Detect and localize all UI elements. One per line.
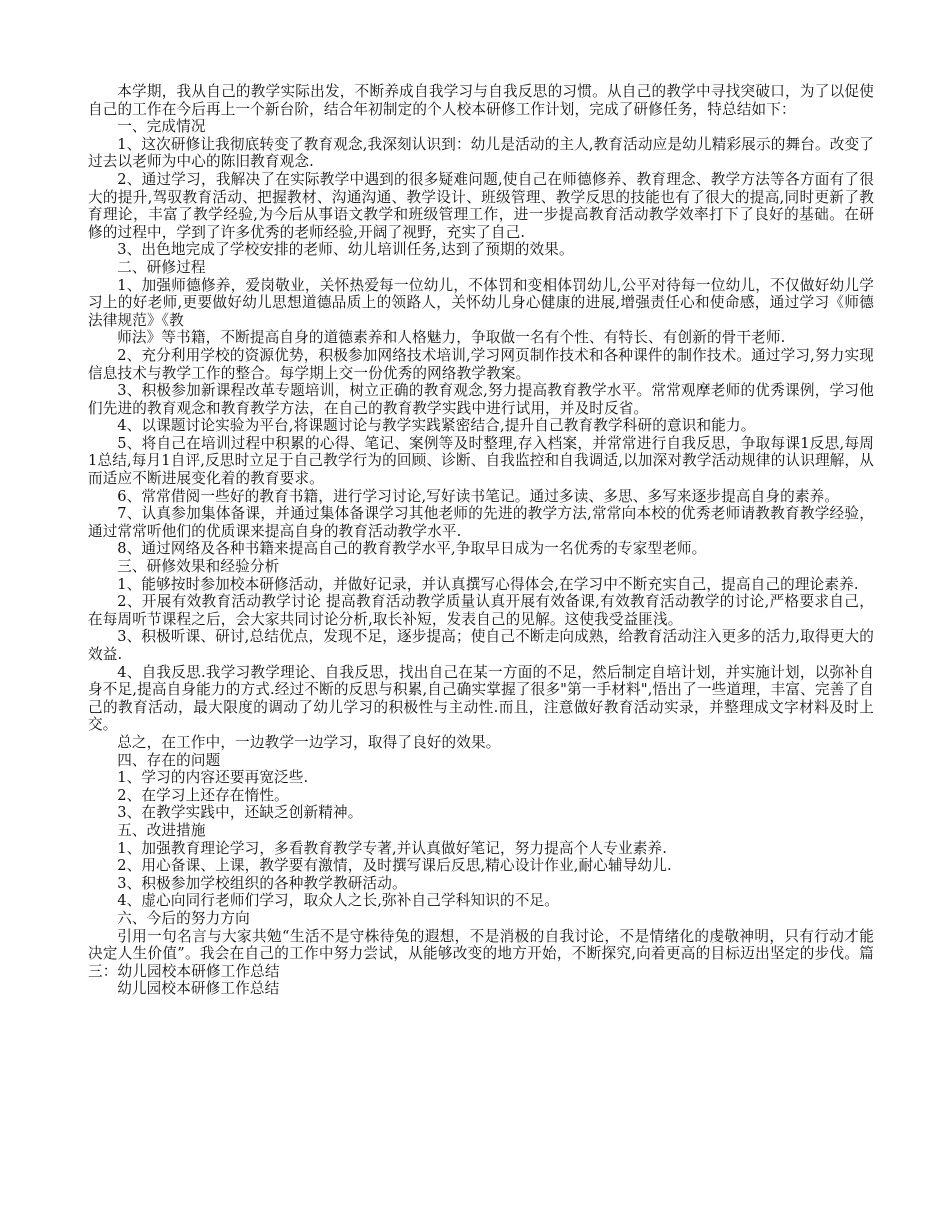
process-item-4: 4、以课题讨论实验为平台,将课题讨论与教学实践紧密结合,提升自己教育教学科研的意识和能力。 [117,417,756,435]
section-heading-problems: 四、存在的问题 [117,751,221,769]
process-item-8: 8、通过网络及各种书籍来提高自己的教育教学水平,争取早日成为一名优秀的专家型老师。 [117,540,707,558]
problems-item-1: 1、学习的内容还要再宽泛些. [117,769,309,787]
effects-item-1: 1、能够按时参加校本研修活动，并做好记录，并认真撰写心得体会,在学习中不断充实自己，提高自己的理论素养. [117,575,859,593]
problems-item-3: 3、在教学实践中，还缺乏创新精神。 [117,804,363,822]
document-body [88,83,874,998]
effects-summary: 总之，在工作中，一边教学一边学习，取得了良好的效果。 [117,733,501,751]
completion-item-1: 1、这次研修让我彻底转变了教育观念,我深刻认识到：幼儿是活动的主人,教育活动应是幼儿精彩展示的舞台。改变了过去以老师为中心的陈旧教育观念. [88,135,874,171]
effects-item-2: 2、开展有效教育活动教学讨论 提高教育活动教学质量认真开展有效备课,有效教育活动教学的讨论,严格要求自己，在每周听节课程之后，会大家共同讨论分析,取长补短，发表自己的见解。这使我受益匪浅。 [88,593,874,628]
effects-item-4: 4、自我反思.我学习教学理论、自我反思，找出自己在某一方面的不足，然后制定自培计划，并实施计划，以弥补自身不足,提高自身能力的方式.经过不断的反思与积累,自己确实掌握了很多"第一手材料",悟出了一些道理，丰富、完善了自己的教育活动，最大限度的调动了幼儿学习的积极性与主动性.而且，注意做好教育活动实录，并整理成文字材料及时上交。 [88,663,874,734]
improvements-item-2: 2、用心备课、上课，教学要有激情，及时撰写课后反思,精心设计作业,耐心辅导幼儿. [117,857,672,875]
completion-item-3: 3、出色地完成了学校安排的老师、幼儿培训任务,达到了预期的效果。 [117,241,574,259]
improvements-item-4: 4、虚心向同行老师们学习，取众人之长,弥补自己学科知识的不足。 [117,892,559,910]
future-paragraph: 引用一句名言与大家共勉“生活不是守株待兔的遐想，不是消极的自我讨论，不是情绪化的虔敬神明，只有行动才能决定人生价值”。我会在自己的工作中努力尝试，从能够改变的地方开始，不断探究,向着更高的目标迈出坚定的步伐。篇三：幼儿园校本研修工作总结 [88,927,874,980]
next-article-title: 幼儿园校本研修工作总结 [117,980,280,998]
effects-item-3: 3、积极听课、研讨,总结优点，发现不足，逐步提高；使自己不断走向成熟，给教育活动注入更多的活力,取得更大的效益. [88,628,874,663]
completion-item-2: 2、通过学习，我解决了在实际教学中遇到的很多疑难问题,使自己在师德修养、教育理念、教学方法等各方面有了很大的提升,驾驭教育活动、把握教材、沟通沟通、教学设计、班级管理、教学反思的技能也有了很大的提高,同时更新了教育理论，丰富了教学经验,为今后从事语文教学和班级管理工作，进一步提高教育活动教学效率打下了良好的基础。在研修的过程中，学到了许多优秀的老师经验,开阔了视野，充实了自己. [88,170,874,241]
section-heading-process: 二、研修过程 [117,258,206,276]
process-item-3: 3、积极参加新课程改革专题培训，树立正确的教育观念,努力提高教育教学水平。常常观摩老师的优秀课例，学习他们先进的教育观念和教育教学方法，在自己的教育教学实践中进行试用，并及时反省。 [88,382,874,417]
process-item-2: 2、充分利用学校的资源优势，积极参加网络技术培训,学习网页制作技术和各种课件的制作技术。通过学习,努力实现信息技术与教学工作的整合。每学期上交一份优秀的网络教学教案。 [88,346,874,382]
process-item-1: 1、加强师德修养，爱岗敬业，关怀热爱每一位幼儿，不体罚和变相体罚幼儿,公平对待每一位幼儿，不仅做好幼儿学习上的好老师,更要做好幼儿思想道德品质上的领路人，关怀幼儿身心健康的进展,增强责任心和使命感，通过学习《师德法律规范》《教 [88,276,874,329]
process-item-1-continued: 师法》等书籍，不断提高自身的道德素养和人格魅力，争取做一名有个性、有特长、有创新的骨干老师. [117,329,786,347]
improvements-item-3: 3、积极参加学校组织的各种教学教研活动。 [117,874,407,892]
process-item-6: 6、常常借阅一些好的教育书籍，进行学习讨论,写好读书笔记。通过多读、多思、多写来逐步提高自身的素养。 [117,487,840,505]
section-heading-improvements: 五、改进措施 [117,821,206,839]
section-heading-effects: 三、研修效果和经验分析 [117,558,280,576]
improvements-item-1: 1、加强教育理论学习，多看教育教学专著,并认真做好笔记，努力提高个人专业素养. [117,839,667,857]
process-item-7: 7、认真参加集体备课，并通过集体备课学习其他老师的先进的教学方法,常常向本校的优秀老师请教教育教学经验，通过常常听他们的优质课来提高自身的教育活动教学水平. [88,505,874,540]
process-item-5: 5、将自己在培训过程中积累的心得、笔记、案例等及时整理,存入档案，并常常进行自我反思，争取每课1反思,每周1总结,每月1自评,反思时立足于自己教学行为的回顾、诊断、自我监控和自我调适,以加深对教学活动规律的认识理解，从而适应不断进展变化着的教育要求。 [88,434,874,488]
section-heading-future: 六、今后的努力方向 [117,909,250,927]
problems-item-2: 2、在学习上还存在惰性。 [117,786,289,804]
intro-paragraph: 本学期，我从自己的教学实际出发，不断养成自我学习与自我反思的习惯。从自己的教学中寻找突破口，为了以促使自己的工作在今后再上一个新台阶，结合年初制定的个人校本研修工作计划，完成了研修任务，特总结如下： [88,83,874,118]
section-heading-completion: 一、完成情况 [117,118,206,136]
